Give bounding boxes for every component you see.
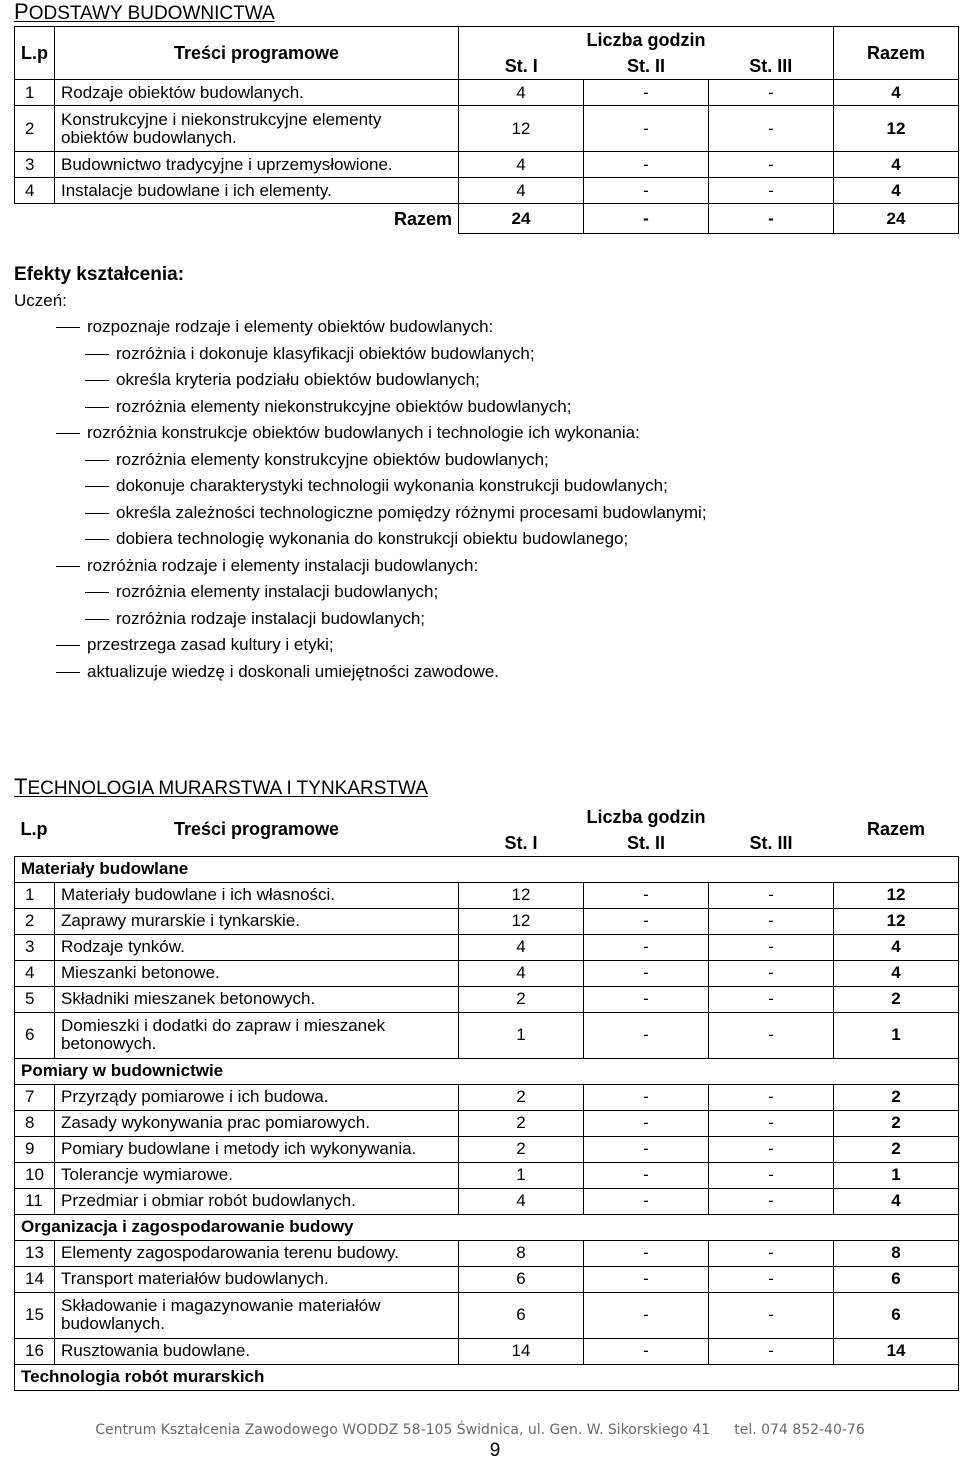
- row-total: 1: [834, 1162, 959, 1188]
- table-row: [15, 1240, 959, 1266]
- row-topic: Instalacje budowlane i ich elementy.: [55, 178, 459, 204]
- header-total: Razem: [867, 819, 926, 840]
- dash-bullet-icon: [56, 327, 80, 328]
- row-number: 3: [15, 152, 55, 178]
- outcome-text: dobiera technologię wykonania do konstrukcji obiektu budowlanego;: [116, 529, 629, 548]
- learning-outcomes-heading: Efekty kształcenia:: [14, 264, 185, 285]
- row-total: 6: [834, 1266, 959, 1292]
- section-row: [15, 1058, 959, 1084]
- outcome-text: określa kryteria podziału obiektów budowlanych;: [116, 370, 480, 389]
- row-number: 14: [15, 1266, 55, 1292]
- dash-bullet-icon: [85, 592, 109, 593]
- dash-bullet-icon: [56, 645, 80, 646]
- row-topic: Transport materiałów budowlanych.: [55, 1266, 459, 1292]
- row-st3: -: [709, 1136, 834, 1162]
- row-st2: -: [584, 1110, 709, 1136]
- row-topic: Tolerancje wymiarowe.: [55, 1162, 459, 1188]
- dash-bullet-icon: [56, 672, 80, 673]
- outcome-item: [14, 447, 944, 474]
- row-st1: 4: [459, 80, 584, 106]
- outcome-text: rozróżnia konstrukcje obiektów budowlanych i technologie ich wykonania:: [87, 423, 640, 442]
- outcome-item: [14, 341, 944, 368]
- row-total: 4: [834, 80, 959, 106]
- row-st1: 4: [459, 960, 584, 986]
- table-row: [15, 1012, 959, 1058]
- outcome-text: rozróżnia elementy niekonstrukcyjne obiektów budowlanych;: [116, 396, 572, 416]
- row-st3: -: [709, 934, 834, 960]
- table-row: [15, 1188, 959, 1214]
- footer-address: Centrum Kształcenia Zawodowego WODDZ 58-105 Świdnica, ul. Gen. W. Sikorskiego 41: [95, 1422, 711, 1438]
- row-st2: -: [584, 986, 709, 1012]
- row-total: 1: [834, 1012, 959, 1058]
- row-st3: -: [709, 106, 834, 152]
- row-st3: -: [709, 908, 834, 934]
- dash-bullet-icon: [85, 460, 109, 461]
- table-row: [15, 934, 959, 960]
- row-st3: -: [709, 1292, 834, 1338]
- table-row: [15, 1338, 959, 1364]
- row-st1: 4: [459, 934, 584, 960]
- row-number: 11: [15, 1188, 55, 1214]
- header-st2: St. II: [584, 54, 709, 80]
- row-topic: Mieszanki betonowe.: [55, 960, 459, 986]
- row-st1: 2: [459, 1110, 584, 1136]
- header-st2: St. II: [626, 832, 665, 853]
- row-st1: 1: [459, 1162, 584, 1188]
- sum-st1: 24: [459, 204, 584, 234]
- table-row: [15, 178, 959, 204]
- row-topic: Konstrukcyjne i niekonstrukcyjne elementy obiektów budowlanych.: [55, 106, 459, 152]
- dash-bullet-icon: [85, 513, 109, 514]
- row-total: 12: [834, 882, 959, 908]
- row-st2: -: [584, 1136, 709, 1162]
- row-st2: -: [584, 80, 709, 106]
- row-total: 12: [834, 908, 959, 934]
- row-st3: -: [709, 882, 834, 908]
- row-topic: Zasady wykonywania prac pomiarowych.: [55, 1110, 459, 1136]
- table-row: [15, 80, 959, 106]
- dash-bullet-icon: [85, 486, 109, 487]
- row-st1: 12: [459, 882, 584, 908]
- outcome-text: aktualizuje wiedzę i doskonali umiejętności zawodowe.: [87, 661, 500, 681]
- row-st3: -: [709, 1162, 834, 1188]
- row-total: 2: [834, 1136, 959, 1162]
- row-st2: -: [584, 1012, 709, 1058]
- row-st1: 4: [459, 178, 584, 204]
- dash-bullet-icon: [85, 380, 109, 381]
- page-number: 9: [489, 1440, 501, 1461]
- row-st2: -: [584, 178, 709, 204]
- outcome-text: rozróżnia elementy konstrukcyjne obiektów budowlanych;: [116, 449, 549, 469]
- row-st1: 2: [459, 1136, 584, 1162]
- outcome-item: [14, 394, 944, 421]
- row-number: 10: [15, 1162, 55, 1188]
- header-st1: St. I: [459, 54, 584, 80]
- row-total: 2: [834, 986, 959, 1012]
- row-st3: -: [709, 1338, 834, 1364]
- row-topic: Rusztowania budowlane.: [55, 1338, 459, 1364]
- program-table-podstawy: [14, 26, 959, 234]
- row-number: 4: [15, 178, 55, 204]
- sum-st2: -: [584, 204, 709, 234]
- row-st3: -: [709, 1110, 834, 1136]
- table-row: [15, 106, 959, 152]
- row-topic: Elementy zagospodarowania terenu budowy.: [55, 1240, 459, 1266]
- outcome-text: rozróżnia elementy instalacji budowlanych;: [116, 582, 439, 601]
- row-st2: -: [584, 1188, 709, 1214]
- outcome-text: rozpoznaje rodzaje i elementy obiektów budowlanych:: [87, 317, 494, 336]
- row-st2: -: [584, 1084, 709, 1110]
- sum-label: Razem: [15, 204, 459, 234]
- row-st2: -: [584, 1240, 709, 1266]
- outcomes-list: [14, 314, 944, 685]
- outcome-item: [14, 314, 944, 341]
- row-st3: -: [709, 152, 834, 178]
- learning-outcomes: [14, 262, 944, 685]
- outcome-text: rozróżnia rodzaje instalacji budowlanych;: [116, 608, 425, 628]
- section-row: [15, 856, 959, 882]
- row-total: 4: [834, 960, 959, 986]
- row-st2: -: [584, 1266, 709, 1292]
- row-st2: -: [584, 960, 709, 986]
- row-st1: 1: [459, 1012, 584, 1058]
- dash-bullet-icon: [85, 354, 109, 355]
- section-heading: Materiały budowlane: [15, 856, 959, 882]
- row-st1: 14: [459, 1338, 584, 1364]
- row-number: 5: [15, 986, 55, 1012]
- outcome-text: rozróżnia rodzaje i elementy instalacji budowlanych:: [87, 555, 479, 575]
- header-hours: Liczba godzin: [586, 806, 706, 827]
- row-st2: -: [584, 934, 709, 960]
- row-topic: Rodzaje obiektów budowlanych.: [55, 80, 459, 106]
- table-row: [15, 1110, 959, 1136]
- row-topic: Składniki mieszanek betonowych.: [55, 986, 459, 1012]
- outcome-item: [14, 659, 944, 686]
- row-number: 16: [15, 1338, 55, 1364]
- section-row: [15, 1364, 959, 1390]
- outcome-text: rozróżnia i dokonuje klasyfikacji obiektów budowlanych;: [116, 343, 535, 363]
- row-number: 15: [15, 1292, 55, 1338]
- row-number: 8: [15, 1110, 55, 1136]
- header-hours: Liczba godzin: [459, 27, 834, 54]
- row-total: 8: [834, 1240, 959, 1266]
- row-number: 2: [15, 106, 55, 152]
- outcome-item: [14, 553, 944, 580]
- row-st3: -: [709, 1012, 834, 1058]
- section-title-technologia: TECHNOLOGIA MURARSTWA I TYNKARSTWA: [14, 774, 428, 799]
- row-st3: -: [709, 1188, 834, 1214]
- row-number: 6: [15, 1012, 55, 1058]
- row-st2: -: [584, 1292, 709, 1338]
- section-heading: Technologia robót murarskich: [15, 1364, 959, 1390]
- row-topic: Przedmiar i obmiar robót budowlanych.: [55, 1188, 459, 1214]
- row-topic: Zaprawy murarskie i tynkarskie.: [55, 908, 459, 934]
- row-st3: -: [709, 1266, 834, 1292]
- outcome-item: [14, 632, 944, 659]
- outcome-item: [14, 367, 944, 394]
- row-topic: Materiały budowlane i ich własności.: [55, 882, 459, 908]
- row-topic: Budownictwo tradycyjne i uprzemysłowione.: [55, 152, 459, 178]
- row-topic: Przyrządy pomiarowe i ich budowa.: [55, 1084, 459, 1110]
- row-st3: -: [709, 960, 834, 986]
- row-total: 4: [834, 178, 959, 204]
- outcome-text: przestrzega zasad kultury i etyki;: [87, 635, 334, 654]
- table-row: [15, 960, 959, 986]
- table-row: [15, 1162, 959, 1188]
- program-table-technologia: [14, 803, 959, 1391]
- row-topic: Rodzaje tynków.: [55, 934, 459, 960]
- page-footer: [0, 1422, 960, 1438]
- section-row: [15, 1214, 959, 1240]
- table-row: [15, 152, 959, 178]
- section-title-podstawy: PODSTAWY BUDOWNICTWA: [14, 0, 275, 24]
- row-total: 14: [834, 1338, 959, 1364]
- outcome-item: [14, 500, 944, 527]
- dash-bullet-icon: [56, 566, 80, 567]
- row-topic: Pomiary budowlane i metody ich wykonywania.: [55, 1136, 459, 1162]
- row-st2: -: [584, 1162, 709, 1188]
- row-topic: Składowanie i magazynowanie materiałów budowlanych.: [55, 1292, 459, 1338]
- header-content: Treści programowe: [55, 27, 459, 80]
- row-number: 3: [15, 934, 55, 960]
- outcome-item: [14, 579, 944, 606]
- outcome-item: [14, 473, 944, 500]
- table-row: [15, 1084, 959, 1110]
- row-st1: 8: [459, 1240, 584, 1266]
- dash-bullet-icon: [85, 539, 109, 540]
- row-st2: -: [584, 152, 709, 178]
- outcome-item: [14, 606, 944, 633]
- table-row: [15, 1266, 959, 1292]
- row-st3: -: [709, 1084, 834, 1110]
- row-number: 4: [15, 960, 55, 986]
- row-number: 9: [15, 1136, 55, 1162]
- row-total: 2: [834, 1084, 959, 1110]
- row-total: 4: [834, 934, 959, 960]
- table-row: [15, 882, 959, 908]
- row-st2: -: [584, 882, 709, 908]
- row-st3: -: [709, 80, 834, 106]
- row-total: 6: [834, 1292, 959, 1338]
- row-number: 13: [15, 1240, 55, 1266]
- dash-bullet-icon: [85, 407, 109, 408]
- row-total: 4: [834, 152, 959, 178]
- sum-total: 24: [834, 204, 959, 234]
- table-row: [15, 908, 959, 934]
- row-st1: 12: [459, 106, 584, 152]
- row-st3: -: [709, 986, 834, 1012]
- header-lp: L.p: [20, 819, 48, 840]
- header-content: Treści programowe: [173, 819, 340, 840]
- table-row: [15, 986, 959, 1012]
- header-st3: St. III: [709, 54, 834, 80]
- section-heading: Organizacja i zagospodarowanie budowy: [15, 1214, 959, 1240]
- row-number: 1: [15, 882, 55, 908]
- row-topic: Domieszki i dodatki do zapraw i mieszanek betonowych.: [55, 1012, 459, 1058]
- sum-st3: -: [709, 204, 834, 234]
- header-total: Razem: [834, 27, 959, 80]
- row-st1: 6: [459, 1266, 584, 1292]
- row-st1: 4: [459, 1188, 584, 1214]
- footer-phone: tel. 074 852-40-76: [734, 1422, 865, 1438]
- outcome-item: [14, 420, 944, 447]
- row-number: 2: [15, 908, 55, 934]
- dash-bullet-icon: [85, 619, 109, 620]
- row-total: 2: [834, 1110, 959, 1136]
- outcome-item: [14, 526, 944, 553]
- table-row: [15, 1292, 959, 1338]
- row-st1: 12: [459, 908, 584, 934]
- outcome-text: dokonuje charakterystyki technologii wykonania konstrukcji budowlanych;: [116, 476, 668, 495]
- row-st2: -: [584, 1338, 709, 1364]
- row-st1: 2: [459, 1084, 584, 1110]
- row-st1: 2: [459, 986, 584, 1012]
- row-st3: -: [709, 1240, 834, 1266]
- row-st2: -: [584, 106, 709, 152]
- row-st3: -: [709, 178, 834, 204]
- table-row: [15, 1136, 959, 1162]
- row-number: 7: [15, 1084, 55, 1110]
- header-st1: St. I: [504, 832, 538, 853]
- row-st1: 6: [459, 1292, 584, 1338]
- outcome-text: określa zależności technologiczne pomiędzy różnymi procesami budowlanymi;: [116, 502, 707, 522]
- row-total: 12: [834, 106, 959, 152]
- row-st1: 4: [459, 152, 584, 178]
- row-st2: -: [584, 908, 709, 934]
- row-total: 4: [834, 1188, 959, 1214]
- header-lp: L.p: [15, 27, 55, 80]
- learning-outcomes-intro: Uczeń:: [14, 291, 67, 310]
- section-heading: Pomiary w budownictwie: [15, 1058, 959, 1084]
- row-number: 1: [15, 80, 55, 106]
- header-st3: St. III: [749, 832, 793, 853]
- dash-bullet-icon: [56, 433, 80, 434]
